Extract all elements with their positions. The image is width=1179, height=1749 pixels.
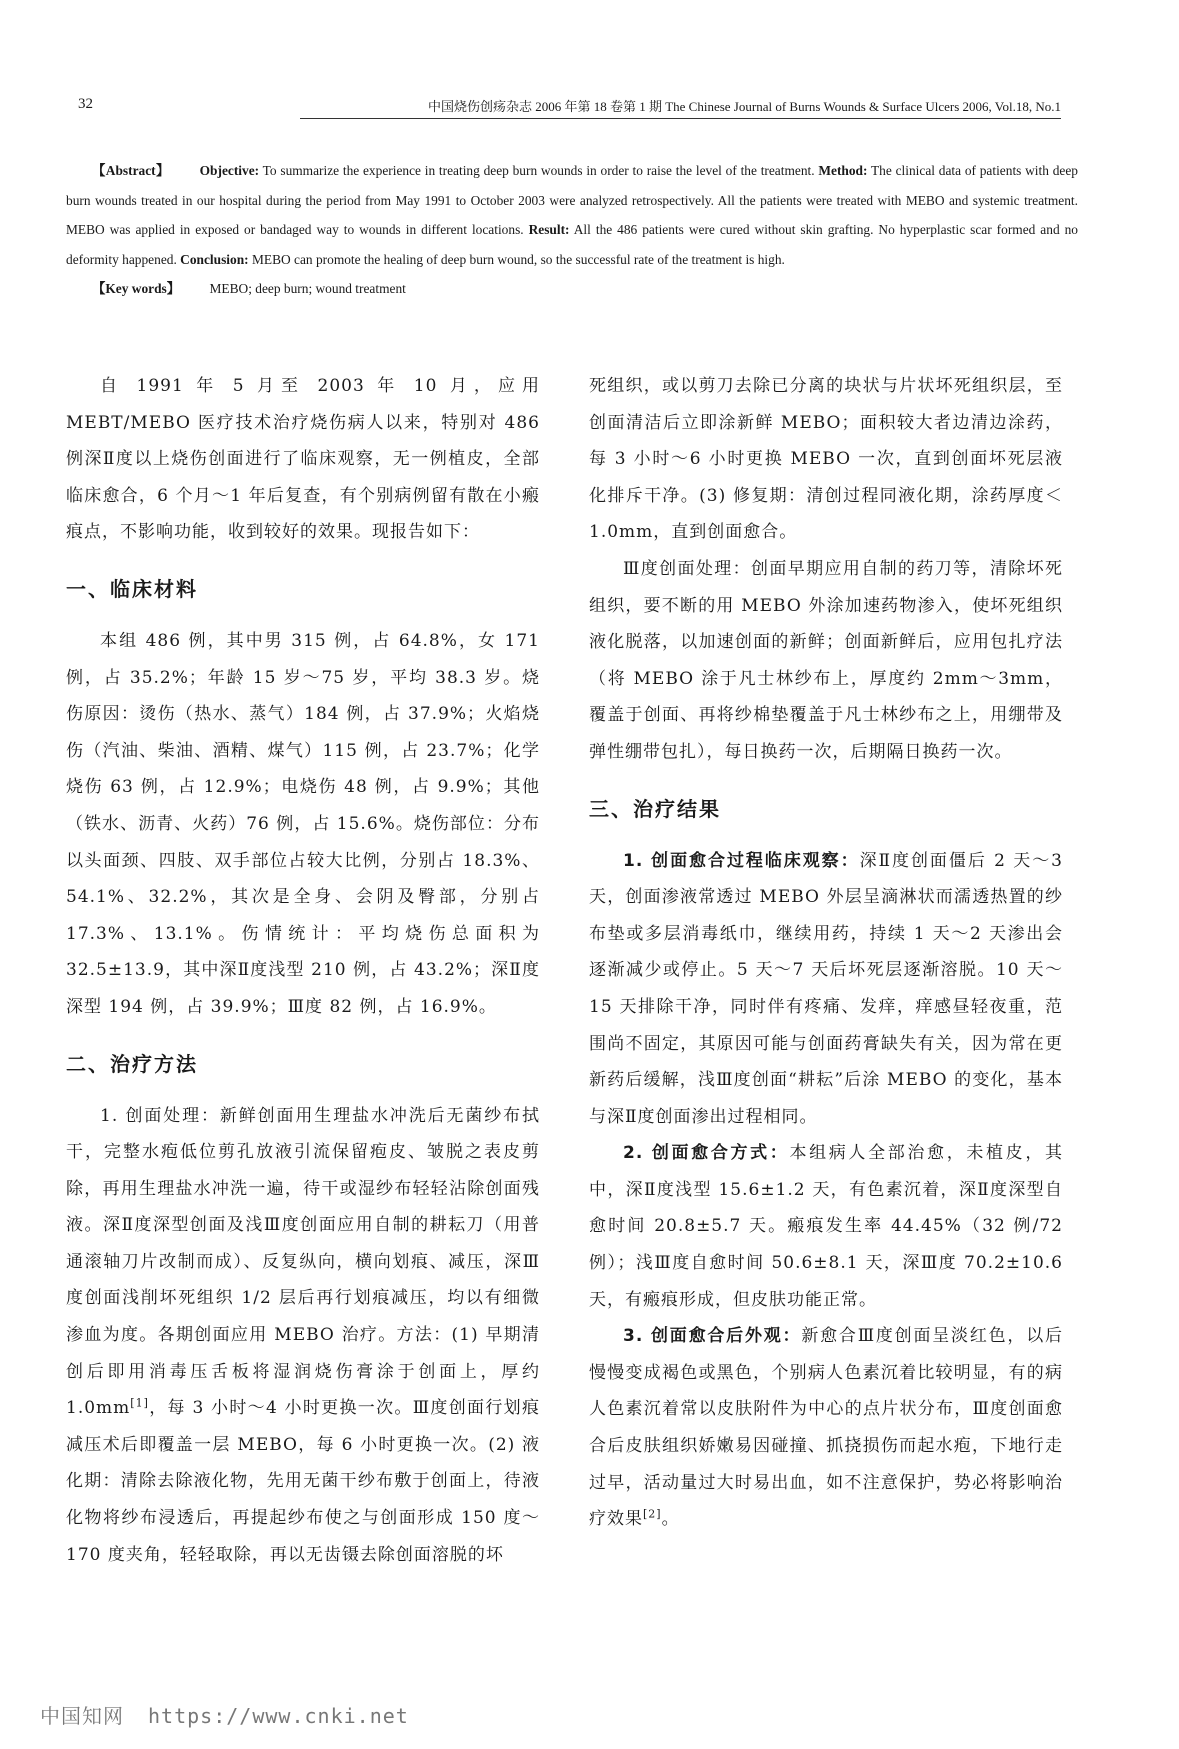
header-rule bbox=[300, 118, 1061, 119]
section-heading-results: 三、治疗结果 bbox=[589, 796, 721, 821]
conclusion-text: MEBO can promote the healing of deep burn wound, so the successful rate of the treatment is high. bbox=[252, 251, 785, 267]
result-label: Result: bbox=[528, 222, 570, 237]
running-head: 中国烧伤创疡杂志 2006 年第 18 卷第 1 期 The Chinese Journal of Burns Wounds & Surface Ulcers 2006, Vol.18, No.1 bbox=[427, 99, 1061, 114]
result-paragraph-2: 2. 创面愈合方式：本组病人全部治愈，未植皮，其中，深Ⅱ度浅型 15.6±1.2 天，有色素沉着，深Ⅱ度深型自愈时间 20.8±5.7 天。瘢痕发生率 44.45%（32 例/72 例）；浅Ⅲ度自愈时间 50.6±8.1 天，深Ⅲ度 70.2±10.6 天，有瘢痕形成，但皮肤功能正常。 bbox=[589, 1143, 1063, 1310]
right-column bbox=[589, 368, 1063, 1538]
cnki-watermark bbox=[40, 1700, 409, 1729]
method-label: Method: bbox=[818, 163, 868, 178]
watermark-url: https://www.cnki.net bbox=[148, 1704, 409, 1728]
abstract-text bbox=[66, 156, 1078, 274]
english-abstract bbox=[66, 156, 1078, 304]
result-3-label: 3. 创面愈合后外观： bbox=[623, 1326, 802, 1347]
methods-paragraph-1: 1. 创面处理：新鲜创面用生理盐水冲洗后无菌纱布拭干，完整水疱低位剪孔放液引流保留疱皮、皱脱之表皮剪除，再用生理盐水冲洗一遍，待干或湿纱布轻轻沾除创面残液。深Ⅱ度深型创面及浅Ⅲ度创面应用自制的耕耘刀（用普通滚轴刀片改制而成）、反复纵向，横向划痕、减压，深Ⅲ度创面浅削坏死组织 1/2 层后再行划痕减压，均以有细微渗血为度。各期创面应用 MEBO 治疗。方法：(1) 早期清创后即用消毒压舌板将湿润烧伤膏涂于创面上，厚约 1.0mm[1]，每 3 小时～4 小时更换一次。Ⅲ度创面行划痕减压术后即覆盖一层 MEBO，每 6 小时更换一次。(2) 液化期：清除去除液化物，先用无菌干纱布敷于创面上，待液化物将纱布浸透后，再提起纱布使之与创面形成 150 度～170 度夹角，轻轻取除，再以无齿镊去除创面溶脱的坏 bbox=[66, 1105, 540, 1565]
page-header bbox=[78, 96, 1061, 118]
keywords-text: MEBO; deep burn; wound treatment bbox=[209, 281, 406, 296]
result-paragraph-1: 1. 创面愈合过程临床观察：深Ⅱ度创面僵后 2 天～3 天，创面渗液常透过 MEBO 外层呈滴淋状而濡透热置的纱布垫或多层消毒纸巾，继续用药，持续 1 天～2 天渗出会逐渐减少或停止。5 天～7 天后坏死层逐渐溶脱。10 天～15 天排除干净，同时伴有疼痛、发痒，痒感昼轻夜重，范围尚不固定，其原因可能与创面药膏缺失有关，因为常在更新药后缓解，浅Ⅲ度创面“耕耘”后涂 MEBO 的变化，基本与深Ⅱ度创面渗出过程相同。 bbox=[589, 850, 1063, 1127]
abstract-label: 【Abstract】 bbox=[92, 163, 170, 178]
section-heading-materials: 一、临床材料 bbox=[66, 576, 198, 601]
materials-paragraph: 本组 486 例，其中男 315 例，占 64.8%，女 171 例，占 35.2%；年龄 15 岁～75 岁，平均 38.3 岁。烧伤原因：烫伤（热水、蒸气）184 例，占 37.9%；火焰烧伤（汽油、柴油、酒精、煤气）115 例，占 23.7%；化学烧伤 63 例，占 12.9%；电烧伤 48 例，占 9.9%；其他（铁水、沥青、火药）76 例，占 15.6%。烧伤部位：分布以头面颈、四肢、双手部位占较大比例，分别占 18.3%、54.1%、32.2%，其次是全身、会阴及臀部，分别占 17.3%、13.1%。伤情统计：平均烧伤总面积为 32.5±13.9，其中深Ⅱ度浅型 210 例，占 43.2%；深Ⅱ度深型 194 例，占 39.9%；Ⅲ度 82 例，占 16.9%。 bbox=[66, 630, 540, 1017]
result-paragraph-3: 3. 创面愈合后外观：新愈合Ⅲ度创面呈淡红色，以后慢慢变成褐色或黑色，个别病人色素沉着比较明显，有的病人色素沉着常以皮肤附件为中心的点片状分布，Ⅲ度创面愈合后皮肤组织娇嫩易因碰撞、抓挠损伤而起水疱，下地行走过早，活动量过大时易出血，如不注意保护，势必将影响治疗效果[2]。 bbox=[589, 1326, 1063, 1530]
methods-paragraph-1-continued: 死组织，或以剪刀去除已分离的块状与片状坏死组织层，至创面清洁后立即涂新鲜 MEBO；面积较大者边清边涂药，每 3 小时～6 小时更换 MEBO 一次，直到创面坏死层液化排斥干净。(3) 修复期：清创过程同液化期，涂药厚度＜1.0mm，直到创面愈合。 bbox=[589, 376, 1063, 543]
section-heading-methods: 二、治疗方法 bbox=[66, 1051, 198, 1076]
page-number: 32 bbox=[78, 96, 93, 112]
result-text: All the 486 patients were cured without skin grafting. No hyperplastic scar formed and no deformity happened. bbox=[66, 222, 1078, 267]
reference-2: [2] bbox=[643, 1507, 662, 1521]
method-text: The clinical data of patients with deep burn wounds treated in our hospital during the period from May 1991 to October 2003 were analyzed retrospectively. All the patients were treated with MEBO and systemic treatment. MEBO was applied in exposed or bandaged way to wounds in different locations. bbox=[66, 163, 1078, 237]
reference-1: [1] bbox=[130, 1396, 149, 1410]
intro-paragraph: 自 1991 年 5 月至 2003 年 10 月，应用 MEBT/MEBO 医疗技术治疗烧伤病人以来，特别对 486 例深Ⅱ度以上烧伤创面进行了临床观察，无一例植皮，全部临床愈合，6 个月～1 年后复查，有个别病例留有散在小瘢痕点，不影响功能，收到较好的效果。现报告如下： bbox=[66, 376, 540, 543]
objective-text: To summarize the experience in treating deep burn wounds in order to raise the level of the treatment. bbox=[262, 163, 815, 178]
objective-label: Objective: bbox=[199, 163, 260, 178]
watermark-site: 中国知网 bbox=[40, 1704, 124, 1728]
conclusion-label: Conclusion: bbox=[180, 251, 249, 267]
methods-paragraph-2: Ⅲ度创面处理：创面早期应用自制的药刀等，清除坏死组织，要不断的用 MEBO 外涂加速药物渗入，使坏死组织液化脱落，以加速创面的新鲜；创面新鲜后，应用包扎疗法（将 MEBO 涂于凡士林纱布上，厚度约 2mm～3mm，覆盖于创面、再将纱棉垫覆盖于凡士林纱布之上，用绷带及弹性绷带包扎），每日换药一次，后期隔日换药一次。 bbox=[589, 558, 1063, 762]
result-1-label: 1. 创面愈合过程临床观察： bbox=[623, 850, 860, 871]
keywords-label: 【Key words】 bbox=[92, 281, 181, 296]
keywords-line bbox=[66, 274, 1078, 304]
left-column bbox=[66, 368, 540, 1573]
result-2-label: 2. 创面愈合方式： bbox=[623, 1143, 790, 1164]
